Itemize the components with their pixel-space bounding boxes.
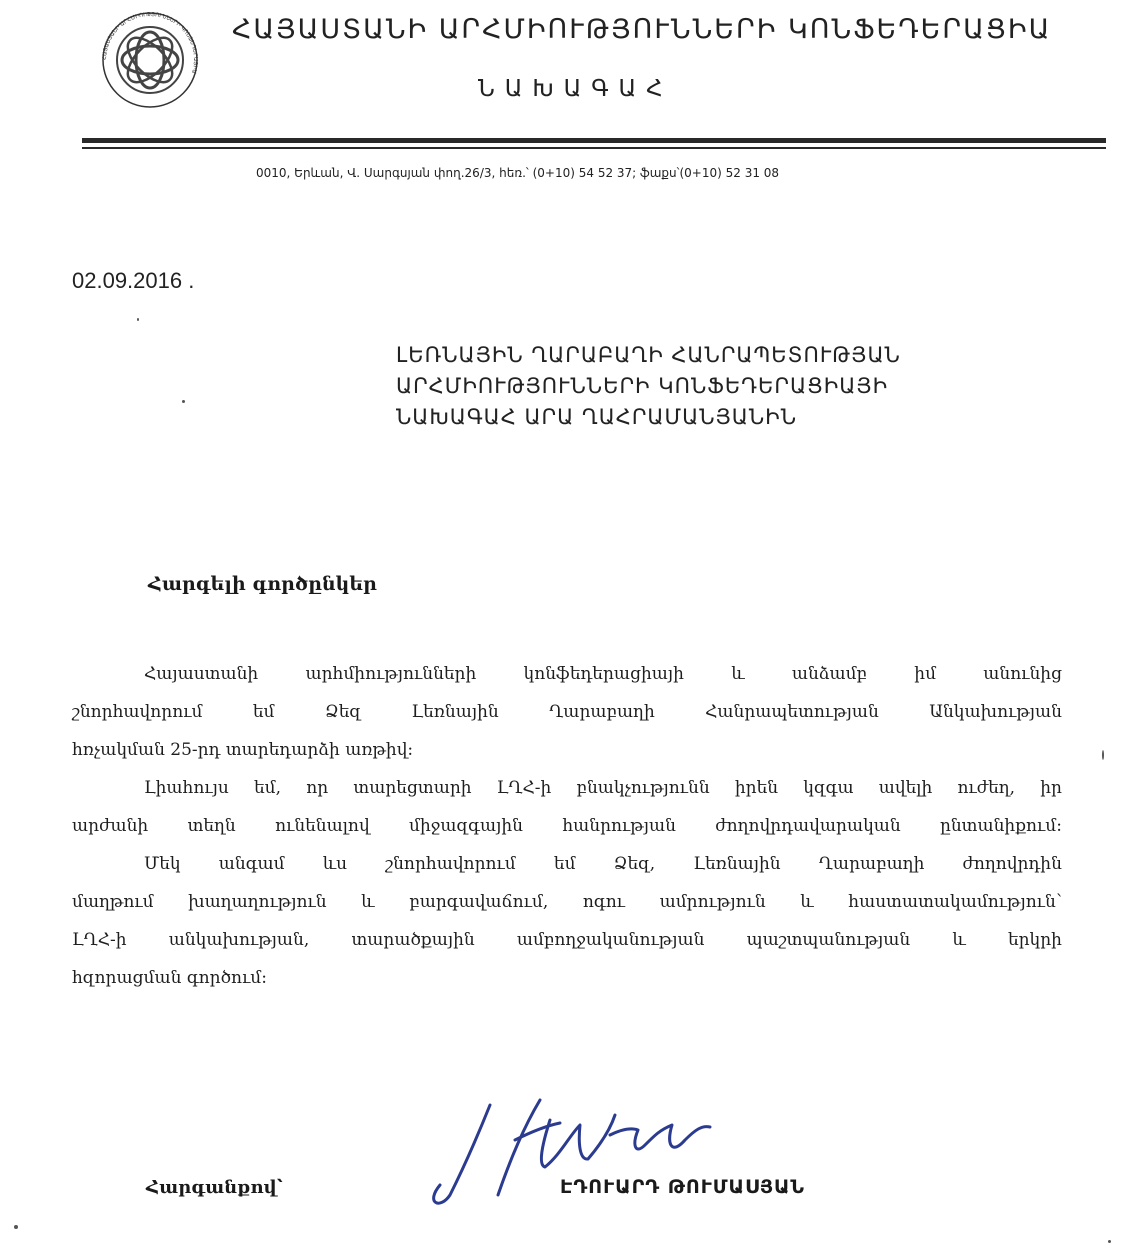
body-word: ոգու <box>582 892 625 912</box>
scan-speck <box>137 318 139 321</box>
body-word: Լեռնային <box>411 702 499 722</box>
body-word: Լեռնային <box>693 854 781 874</box>
body-word: հաստատակամություն՝ <box>848 892 1062 912</box>
letterhead-address: 0010, Երևան, Վ. Սարգսյան փող.26/3, հեռ.՝ (0+10) 54 52 37; ֆաքս՝(0+10) 52 31 08 <box>256 166 780 180</box>
body-word: իր <box>1040 778 1062 798</box>
signer-name: ԷԴՈՒԱՐԴ ԹՈՒՄԱՍՅԱՆ <box>560 1176 806 1198</box>
organization-logo <box>100 10 200 110</box>
scan-speck <box>14 1225 18 1229</box>
closing-regards: Հարգանքով՝ <box>146 1177 283 1198</box>
body-line <box>72 807 1062 845</box>
body-word: իրեն <box>734 778 779 798</box>
logo-ring-text: ՀԱՅԱՍՏԱՆԻ ԱՐՀՄԻՈՒԹՅՈՒՆՆԵՐԻ ԿՈՆՖԵԴԵՐԱՑԻԱ <box>101 11 199 75</box>
body-word: եմ <box>252 702 275 722</box>
body-word: արժանի <box>72 816 149 836</box>
body-word: հանրության <box>562 816 676 836</box>
body-word: պաշտպանության <box>746 930 911 950</box>
body-word: ժողովրդավարական <box>715 816 901 836</box>
body-word: միջազգային <box>409 816 523 836</box>
body-line: հռչակման 25-րդ տարեդարձի առթիվ: <box>72 740 414 760</box>
scan-speck <box>1102 750 1104 760</box>
letter-date: 02.09.2016 . <box>72 268 195 293</box>
body-word: ամբողջականության <box>516 930 705 950</box>
body-word: եմ <box>553 854 576 874</box>
body-word: անգամ <box>218 854 285 874</box>
body-word: Հայաստանի <box>144 664 259 684</box>
body-word: ունենալով <box>275 816 370 836</box>
body-word: իմ <box>914 664 937 684</box>
body-line <box>72 693 1062 731</box>
body-word: ավելի <box>878 778 933 798</box>
body-word: կզգա <box>803 778 854 798</box>
body-word: բնակչությունն <box>576 778 710 798</box>
body-word: ամրություն <box>659 892 766 912</box>
body-word: Մեկ <box>144 854 181 874</box>
body-line: հզորացման գործում: <box>72 968 267 988</box>
body-word: խաղաղություն <box>188 892 327 912</box>
body-word: և <box>800 892 814 912</box>
body-word: անկախության, <box>168 930 310 950</box>
organization-name: ՀԱՅԱՍՏԱՆԻ ԱՐՀՄԻՈՒԹՅՈՒՆՆԵՐԻ ԿՈՆՖԵԴԵՐԱՑԻԱ <box>232 14 1052 45</box>
body-line <box>72 655 1062 693</box>
body-word: Լիահույս <box>144 778 229 798</box>
scan-speck <box>1108 1240 1111 1243</box>
body-word: ԼՂՀ-ի <box>72 930 127 950</box>
body-word: արհմիությունների <box>305 664 477 684</box>
body-word: շնորհավորում <box>72 702 203 722</box>
greeting: Հարգելի գործընկեր <box>148 573 377 595</box>
body-word: որ <box>306 778 329 798</box>
logo-emblem-icon <box>100 10 200 110</box>
body-word: տարածքային <box>351 930 475 950</box>
body-word: ընտանիքում: <box>940 816 1062 836</box>
body-word: տեղն <box>187 816 236 836</box>
body-word: երկրի <box>1007 930 1062 950</box>
body-word: կոնֆեդերացիայի <box>523 664 684 684</box>
letterhead-role: ՆԱԽԱԳԱՀ <box>478 76 673 102</box>
body-word: Անկախության <box>929 702 1062 722</box>
body-word: բարգավաճում, <box>409 892 549 912</box>
body-word: ուժեղ, <box>957 778 1016 798</box>
body-line <box>72 845 1062 883</box>
body-word: Ձեզ, <box>613 854 656 874</box>
body-word: տարեցտարի <box>353 778 472 798</box>
addressee-line: ԱՐՀՄԻՈՒԹՅՈՒՆՆԵՐԻ ԿՈՆՖԵԴԵՐԱՑԻԱՅԻ <box>396 374 889 398</box>
body-word: Ղարաբաղի <box>818 854 925 874</box>
body-word: ևս <box>322 854 348 874</box>
body-word: ԼՂՀ-ի <box>496 778 552 798</box>
letterhead-divider-thick <box>82 138 1106 143</box>
body-word: անունից <box>983 664 1062 684</box>
body-word: անձամբ <box>791 664 868 684</box>
body-word: Ձեզ <box>324 702 362 722</box>
addressee-line: ԼԵՌՆԱՅԻՆ ՂԱՐԱԲԱՂԻ ՀԱՆՐԱՊԵՏՈՒԹՅԱՆ <box>396 343 901 367</box>
scan-speck <box>182 400 185 403</box>
body-word: և <box>731 664 745 684</box>
body-line <box>72 921 1062 959</box>
body-word: մաղթում <box>72 892 154 912</box>
addressee-block <box>396 340 901 433</box>
letter-body <box>72 655 1062 997</box>
body-word: շնորհավորում <box>385 854 516 874</box>
body-word: ժողովրդին <box>962 854 1062 874</box>
body-line <box>72 883 1062 921</box>
body-word: և <box>361 892 375 912</box>
body-word: Հանրապետության <box>705 702 879 722</box>
body-word: եմ, <box>253 778 282 798</box>
body-word: և <box>952 930 966 950</box>
addressee-line: ՆԱԽԱԳԱՀ ԱՐԱ ՂԱՀՐԱՄԱՆՅԱՆԻՆ <box>396 405 798 429</box>
body-word: Ղարաբաղի <box>549 702 655 722</box>
body-line <box>72 769 1062 807</box>
letterhead-divider-thin <box>82 147 1106 149</box>
